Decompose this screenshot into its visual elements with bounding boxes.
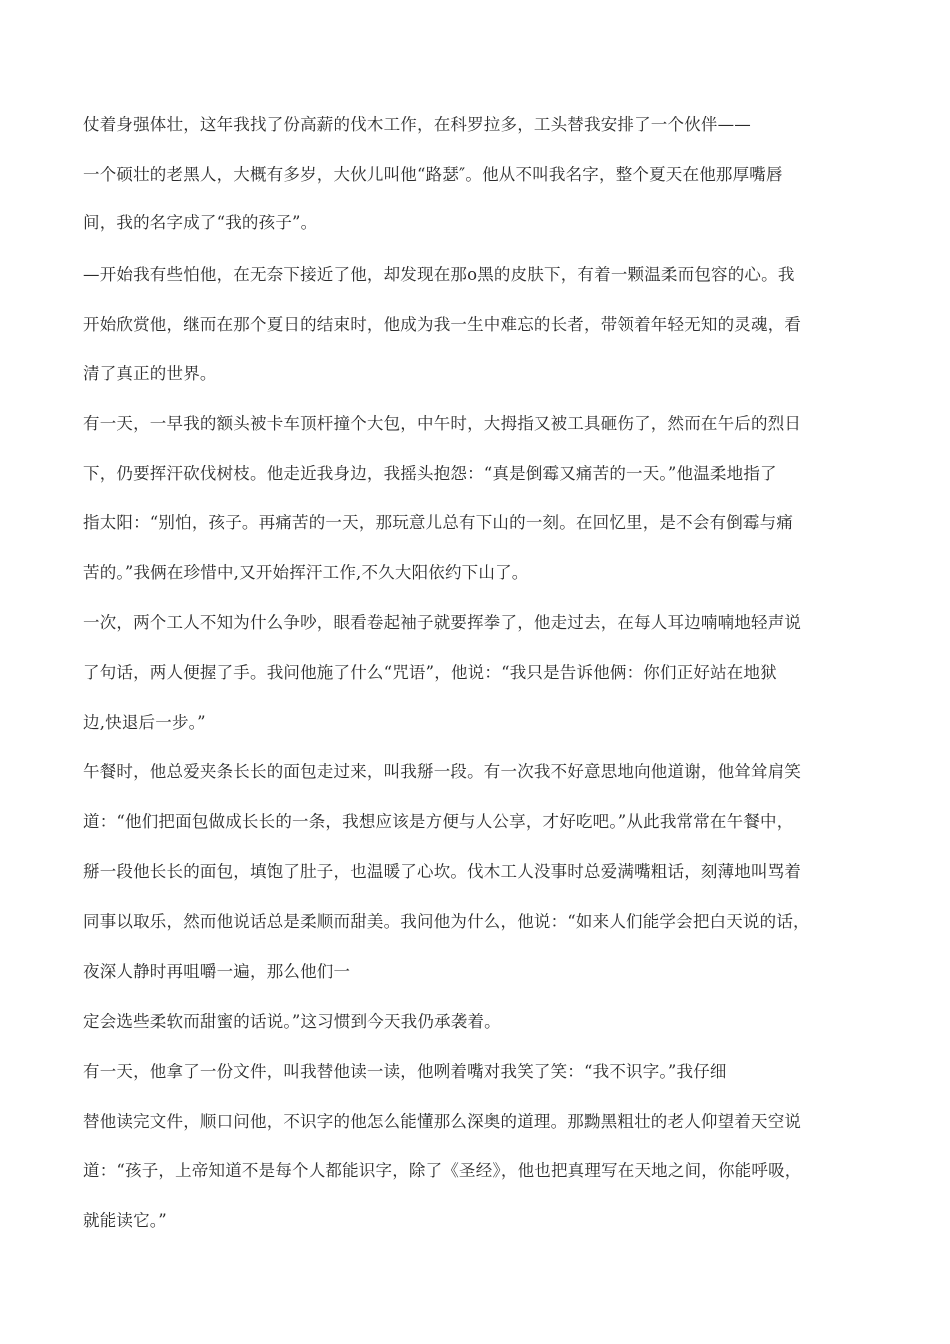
- text-line-11: 一次，两个工人不知为什么争吵，眼看卷起袖子就要挥拳了，他走过去，在每人耳边喃喃地轻声说: [83, 613, 802, 632]
- text-line-8: 下，仍要挥汗砍伐树枝。他走近我身边，我摇头抱怨：“真是倒霉又痛苦的一天。”他温柔地指了: [83, 464, 777, 483]
- text-line-7: 有一天，一早我的额头被卡车顶杆撞个大包，中午时，大拇指又被工具砸伤了，然而在午后的烈日: [83, 414, 802, 433]
- text-line-18: 夜深人静时再咀嚼一遍，那么他们一: [83, 962, 351, 981]
- text-line-6: 清了真正的世界。: [83, 364, 217, 383]
- text-line-5: 开始欣赏他，继而在那个夏日的结束时，他成为我一生中难忘的长者，带领着年轻无知的灵魂，看: [83, 315, 802, 334]
- text-line-20: 有一天，他拿了一份文件，叫我替他读一读，他咧着嘴对我笑了笑：“我不识字。”我仔细: [83, 1062, 727, 1081]
- text-line-23: 就能读它。”: [83, 1211, 167, 1230]
- text-line-13: 边,快退后一步。”: [83, 713, 206, 732]
- text-line-15: 道：“他们把面包做成长长的一条，我想应该是方便与人公享，才好吃吧。”从此我常常在午餐中，: [83, 812, 794, 831]
- text-line-1: 仗着身强体壮，这年我找了份高薪的伐木工作，在科罗拉多，工头替我安排了一个伙伴——: [83, 115, 751, 134]
- text-line-12: 了句话，两人便握了手。我问他施了什么“咒语”，他说：“我只是告诉他俩：你们正好站在地狱: [83, 663, 777, 682]
- text-line-22: 道：“孩子，上帝知道不是每个人都能识字，除了《圣经》，他也把真理写在天地之间，你能呼吸，: [83, 1161, 802, 1180]
- text-line-17: 同事以取乐，然而他说话总是柔顺而甜美。我问他为什么，他说：“如来人们能学会把白天说的话，: [83, 912, 810, 931]
- text-line-14: 午餐时，他总爱夹条长长的面包走过来，叫我掰一段。有一次我不好意思地向他道谢，他耸耸肩笑: [83, 762, 802, 781]
- text-line-16: 掰一段他长长的面包，填饱了肚子，也温暖了心坎。伐木工人没事时总爱满嘴粗话，刻薄地叫骂着: [83, 862, 802, 881]
- text-line-21: 替他读完文件，顺口问他，不识字的他怎么能懂那么深奥的道理。那黝黑粗壮的老人仰望着天空说: [83, 1112, 802, 1131]
- text-line-10: 苦的。”我俩在珍惜中,又开始挥汗工作,不久大阳依约下山了。: [83, 563, 529, 582]
- text-line-19: 定会选些柔软而甜蜜的话说。”这习惯到今天我仍承袭着。: [83, 1012, 501, 1031]
- text-line-9: 指太阳：“别怕，孩子。再痛苦的一天，那玩意儿总有下山的一刻。在回忆里，是不会有倒霉与痛: [83, 513, 794, 532]
- text-line-4: —开始我有些怕他，在无奈下接近了他，却发现在那o黑的皮肤下，有着一颗温柔而包容的心。我: [83, 265, 795, 284]
- text-line-2: 一个硕壮的老黑人，大概有多岁，大伙儿叫他“路瑟″。他从不叫我名字，整个夏天在他那厚嘴唇: [83, 165, 783, 184]
- text-line-3: 间，我的名字成了“我的孩子”。: [83, 213, 318, 232]
